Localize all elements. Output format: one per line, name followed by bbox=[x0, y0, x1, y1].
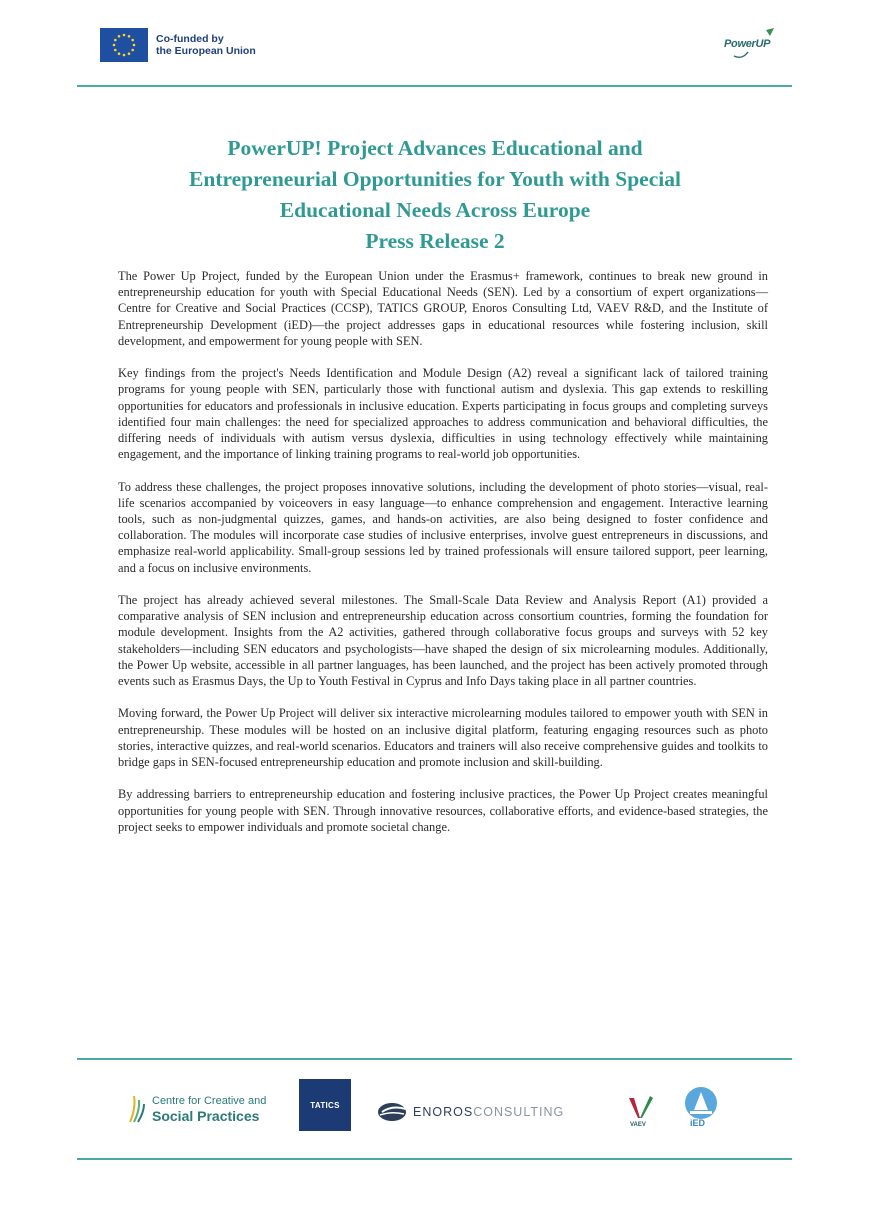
enoros-logo bbox=[376, 1101, 564, 1123]
enoros-mark-icon bbox=[376, 1101, 410, 1123]
title-line-2: Entrepreneurial Opportunities for Youth with Special bbox=[189, 167, 681, 191]
press-release-body bbox=[118, 268, 768, 851]
ied-logo bbox=[678, 1086, 724, 1136]
paragraph-1: The Power Up Project, funded by the European Union under the Erasmus+ framework, continues to break new ground in entrepreneurship education for youth with Special Educational Needs (SEN). Led by a consortium of expert organizations—Centre for Creative and Social Practices (CCSP), TATICS GROUP, Enoros Consulting Ltd, VAEV R&D, and the Institute of Entrepreneurship Development (iED)—the project addresses gaps in educational resources while fostering inclusion, skill development, and empowerment for young people with SEN. bbox=[118, 269, 768, 348]
partner-logos bbox=[118, 1076, 738, 1140]
ccsp-line1: Centre for Creative and bbox=[152, 1094, 267, 1107]
powerup-logo bbox=[718, 26, 782, 66]
powerup-logo-text: PowerUP bbox=[724, 38, 771, 50]
footer-divider-top bbox=[77, 1058, 792, 1060]
vaev-mark-icon bbox=[626, 1094, 656, 1122]
title-line-1: PowerUP! Project Advances Educational and bbox=[227, 136, 643, 160]
page-title bbox=[110, 133, 760, 257]
tatics-logo bbox=[299, 1079, 351, 1131]
eu-flag-icon bbox=[100, 28, 148, 62]
paragraph-6: By addressing barriers to entrepreneurship education and fostering inclusive practices, the Power Up Project creates meaningful opportunities for young people with SEN. Through innovative resources, collaborative efforts, and evidence-based strategies, the project seeks to empower individuals and promote societal change. bbox=[118, 787, 768, 834]
footer-divider-bottom bbox=[77, 1158, 792, 1160]
vaev-text: VAEV bbox=[630, 1122, 646, 1128]
paragraph-4: The project has already achieved several milestones. The Small-Scale Data Review and Analysis Report (A1) provided a comparative analysis of SEN inclusion and entrepreneurship education across consortium countries, forming the foundation for module development. Insights from the A2 activities, gathered through collaborative focus groups and surveys with 52 key stakeholders—including SEN educators and psychologists—have shaped the design of six microlearning modules. Additionally, the Power Up website, accessible in all partner languages, has been launched, and the project has been actively promoted through events such as Erasmus Days, the Up to Youth Festival in Cyprus and Info Days taking place in all partner countries. bbox=[118, 593, 768, 689]
tatics-text: TATICS bbox=[310, 1100, 340, 1110]
paragraph-2: Key findings from the project's Needs Identification and Module Design (A2) reveal a significant lack of tailored training programs for young people with SEN, particularly those with functional autism and dyslexia. This gap extends to reskilling opportunities for educators and professionals in inclusive education. Experts participating in focus groups and completing surveys identified four main challenges: the need for specialized approaches to address communication and behavioral difficulties, the differing needs of individuals with autism versus dyslexia, difficulties in using technology effectively while maintaining engagement, and the importance of linking training programs to real-world job opportunities. bbox=[118, 366, 768, 462]
enoros-bold-text: ENOROS bbox=[413, 1105, 474, 1119]
ied-mark-icon bbox=[678, 1086, 724, 1120]
paragraph-5: Moving forward, the Power Up Project will deliver six interactive microlearning modules tailored to empower youth with SEN in entrepreneurship. These modules will be hosted on an inclusive digital platform, featuring engaging resources such as photo stories, interactive quizzes, and real-world scenarios. Educators and trainers will also receive comprehensive guides and toolkits to bridge gaps in SEN-focused entrepreneurship education and promote inclusion and skill-building. bbox=[118, 706, 768, 770]
ccsp-line2: Social Practices bbox=[152, 1107, 260, 1124]
eu-funding-line2: the European Union bbox=[156, 45, 256, 57]
ccsp-mark-icon bbox=[128, 1094, 148, 1124]
ccsp-logo bbox=[128, 1094, 266, 1124]
eu-cofunded-logo bbox=[100, 28, 256, 62]
vaev-logo bbox=[626, 1094, 656, 1134]
title-line-4: Press Release 2 bbox=[365, 229, 505, 253]
paragraph-3: To address these challenges, the project proposes innovative solutions, including the development of photo stories—visual, real-life scenarios accompanied by voiceovers in easy language—to enhance comprehension and engagement. Interactive learning tools, such as non-judgmental quizzes, games, and hands-on activities, are also being designed to foster confidence and collaboration. The modules will incorporate case studies of inclusive enterprises, involve guest entrepreneurs in discussions, and emphasize real-world applicability. Small-group sessions led by trained professionals will ensure tailored support, peer learning, and a focus on inclusive environments. bbox=[118, 479, 768, 575]
ied-text: iED bbox=[690, 1118, 706, 1128]
header-divider bbox=[77, 85, 792, 87]
eu-funding-line1: Co-funded by bbox=[156, 33, 224, 45]
enoros-light-text: CONSULTING bbox=[473, 1105, 565, 1119]
title-line-3: Educational Needs Across Europe bbox=[279, 198, 591, 222]
